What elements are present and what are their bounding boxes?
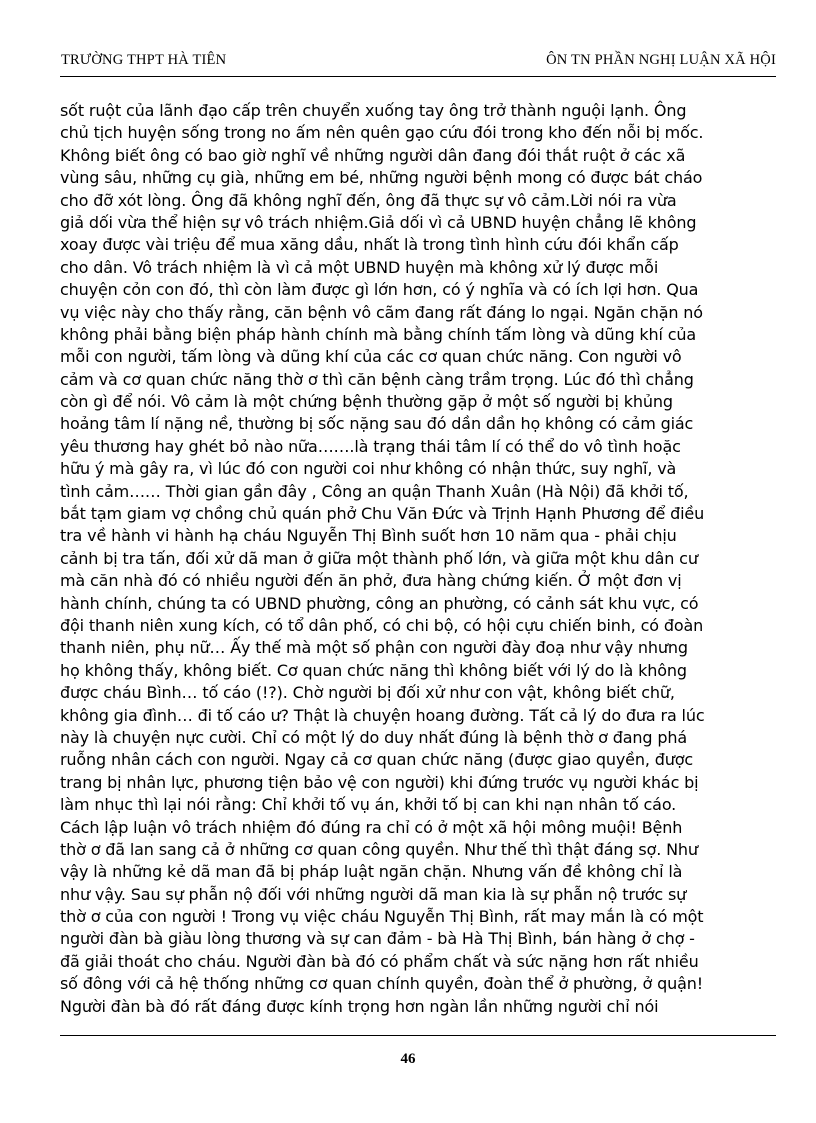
text-line: chuyện cỏn con đó, thì còn làm được gì lớn hơn, có ý nghĩa và có ích lợi hơn. Qua [60, 280, 699, 300]
text-line: cảnh bị tra tấn, đối xử dã man ở giữa một thành phố lớn, và giữa một khu dân cư [60, 548, 698, 568]
text-line: họ không thấy, không biết. Cơ quan chức năng thì không biết với lý do là không [60, 660, 687, 680]
text-line: vùng sâu, những cụ già, những em bé, những người bệnh mong có được bát cháo [60, 168, 703, 188]
text-line: tra về hành vi hành hạ cháu Nguyễn Thị Bình suốt hơn 10 năm qua - phải chịu [60, 526, 677, 546]
text-line: đã giải thoát cho cháu. Người đàn bà đó có phẩm chất và sức nặng hơn rất nhiều [60, 951, 699, 971]
page-number: 46 [400, 1051, 416, 1067]
text-line: cho đỡ xót lòng. Ông đã không nghĩ đến, ông đã thực sự vô cảm.Lời nói ra vừa [60, 190, 677, 210]
document-section-title: ÔN TN PHẦN NGHỊ LUẬN XÃ HỘI [546, 52, 776, 68]
text-line: người đàn bà giàu lòng thương và sự can đảm - bà Hà Thị Bình, bán hàng ở chợ - [60, 929, 695, 949]
text-line: vụ việc này cho thấy rằng, căn bệnh vô cãm đang rất đáng lo ngại. Ngăn chặn nó [60, 302, 703, 322]
text-line: vậy là những kẻ dã man đã bị pháp luật ngăn chặn. Nhưng vấn đề không chỉ là [60, 862, 683, 882]
text-line: thanh niên, phụ nữ… Ấy thế mà một số phận con người đày đoạ như vậy nhưng [60, 638, 688, 658]
text-line: hành chính, chúng ta có UBND phường, công an phường, có cảnh sát khu vực, có [60, 593, 699, 613]
text-line: ruỗng nhân cách con người. Ngay cả cơ quan chức năng (được giao quyền, được [60, 750, 693, 770]
text-line: bắt tạm giam vợ chồng chủ quán phở Chu Văn Đức và Trịnh Hạnh Phương để điều [60, 504, 705, 524]
text-line: trang bị nhân lực, phương tiện bảo vệ con người) khi đứng trước vụ người khác bị [60, 772, 699, 792]
text-line: làm nhục thì lại nói rằng: Chỉ khởi tố vụ án, khởi tố bị can khi nạn nhân tố cáo. [60, 795, 677, 815]
text-line: sốt ruột của lãnh đạo cấp trên chuyển xuống tay ông trở thành nguội lạnh. Ông [60, 101, 687, 120]
text-line: hữu ý mà gây ra, vì lúc đó con người coi như không có nhận thức, suy nghĩ, và [60, 459, 677, 479]
text-line: không gia đình… đi tố cáo ư? Thật là chuyện hoang đường. Tất cả lý do đưa ra lúc [60, 705, 705, 725]
text-line: mỗi con người, tấm lòng và dũng khí của các cơ quan chức năng. Con người vô [60, 347, 682, 367]
text-line: hoảng tâm lí nặng nề, thường bị sốc nặng sau đó dần dần họ không có cảm giác [60, 414, 694, 434]
text-line: Không biết ông có bao giờ nghĩ về những người dân đang đói thắt ruột ở các xã [60, 145, 686, 165]
text-line: xoay được vài triệu để mua xăng dầu, nhất là trong tình hình cứu đói khẩn cấp [60, 235, 679, 255]
text-line: còn gì để nói. Vô cảm là một chứng bệnh thường gặp ở một số người bị khủng [60, 392, 673, 412]
text-line: này là chuyện nực cười. Chỉ có một lý do duy nhất đúng là bệnh thờ ơ đang phá [60, 727, 687, 747]
text-line: được cháu Bình… tố cáo (!?). Chờ người bị đối xử như con vật, không biết chữ, [60, 683, 675, 703]
text-line: yêu thương hay ghét bỏ nào nữa…….là trạng thái tâm lí có thể do vô tình hoặc [60, 436, 681, 456]
header-divider [60, 76, 776, 77]
text-line: thờ ơ của con người ! Trong vụ việc cháu Nguyễn Thị Bình, rất may mắn là có một [60, 907, 704, 927]
body-text [60, 100, 780, 1018]
text-line: cảm và cơ quan chức năng thờ ơ thì căn bệnh càng trầm trọng. Lúc đó thì chẳng [60, 369, 694, 389]
text-line: thờ ơ đã lan sang cả ở những cơ quan công quyền. Như thế thì thật đáng sợ. Như [60, 839, 698, 859]
school-name: TRƯỜNG THPT HÀ TIÊN [61, 52, 227, 68]
text-line: giả dối vừa thể hiện sự vô trách nhiệm.Giả dối vì cả UBND huyện chẳng lẽ không [60, 212, 697, 232]
text-line: Cách lập luận vô trách nhiệm đó đúng ra chỉ có ở một xã hội mông muội! Bệnh [60, 817, 683, 837]
text-line: số đông với cả hệ thống những cơ quan chính quyền, đoàn thể ở phường, ở quận! [60, 974, 704, 994]
text-line: mà căn nhà đó có nhiều người đến ăn phở, đưa hàng chứng kiến. Ở một đơn vị [60, 571, 682, 591]
text-line: Người đàn bà đó rất đáng được kính trọng hơn ngàn lần những người chỉ nói [60, 996, 659, 1016]
footer-divider [60, 1035, 776, 1036]
text-line: chủ tịch huyện sống trong no ấm nên quên gạo cứu đói trong kho đến nỗi bị mốc. [60, 123, 704, 143]
text-line: như vậy. Sau sự phẫn nộ đối với những người dã man kia là sự phẫn nộ trước sự [60, 884, 687, 904]
text-line: không phải bằng biện pháp hành chính mà bằng chính tấm lòng và dũng khí của [60, 324, 697, 344]
text-line: cho dân. Vô trách nhiệm là vì cả một UBND huyện mà không xử lý được mỗi [60, 257, 659, 277]
page-header [61, 48, 776, 74]
text-line: tình cảm…… Thời gian gần đây , Công an quận Thanh Xuân (Hà Nội) đã khởi tố, [60, 481, 689, 501]
text-line: đội thanh niên xung kích, có tổ dân phố, có chi bộ, có hội cựu chiến binh, có đoàn [60, 615, 704, 635]
